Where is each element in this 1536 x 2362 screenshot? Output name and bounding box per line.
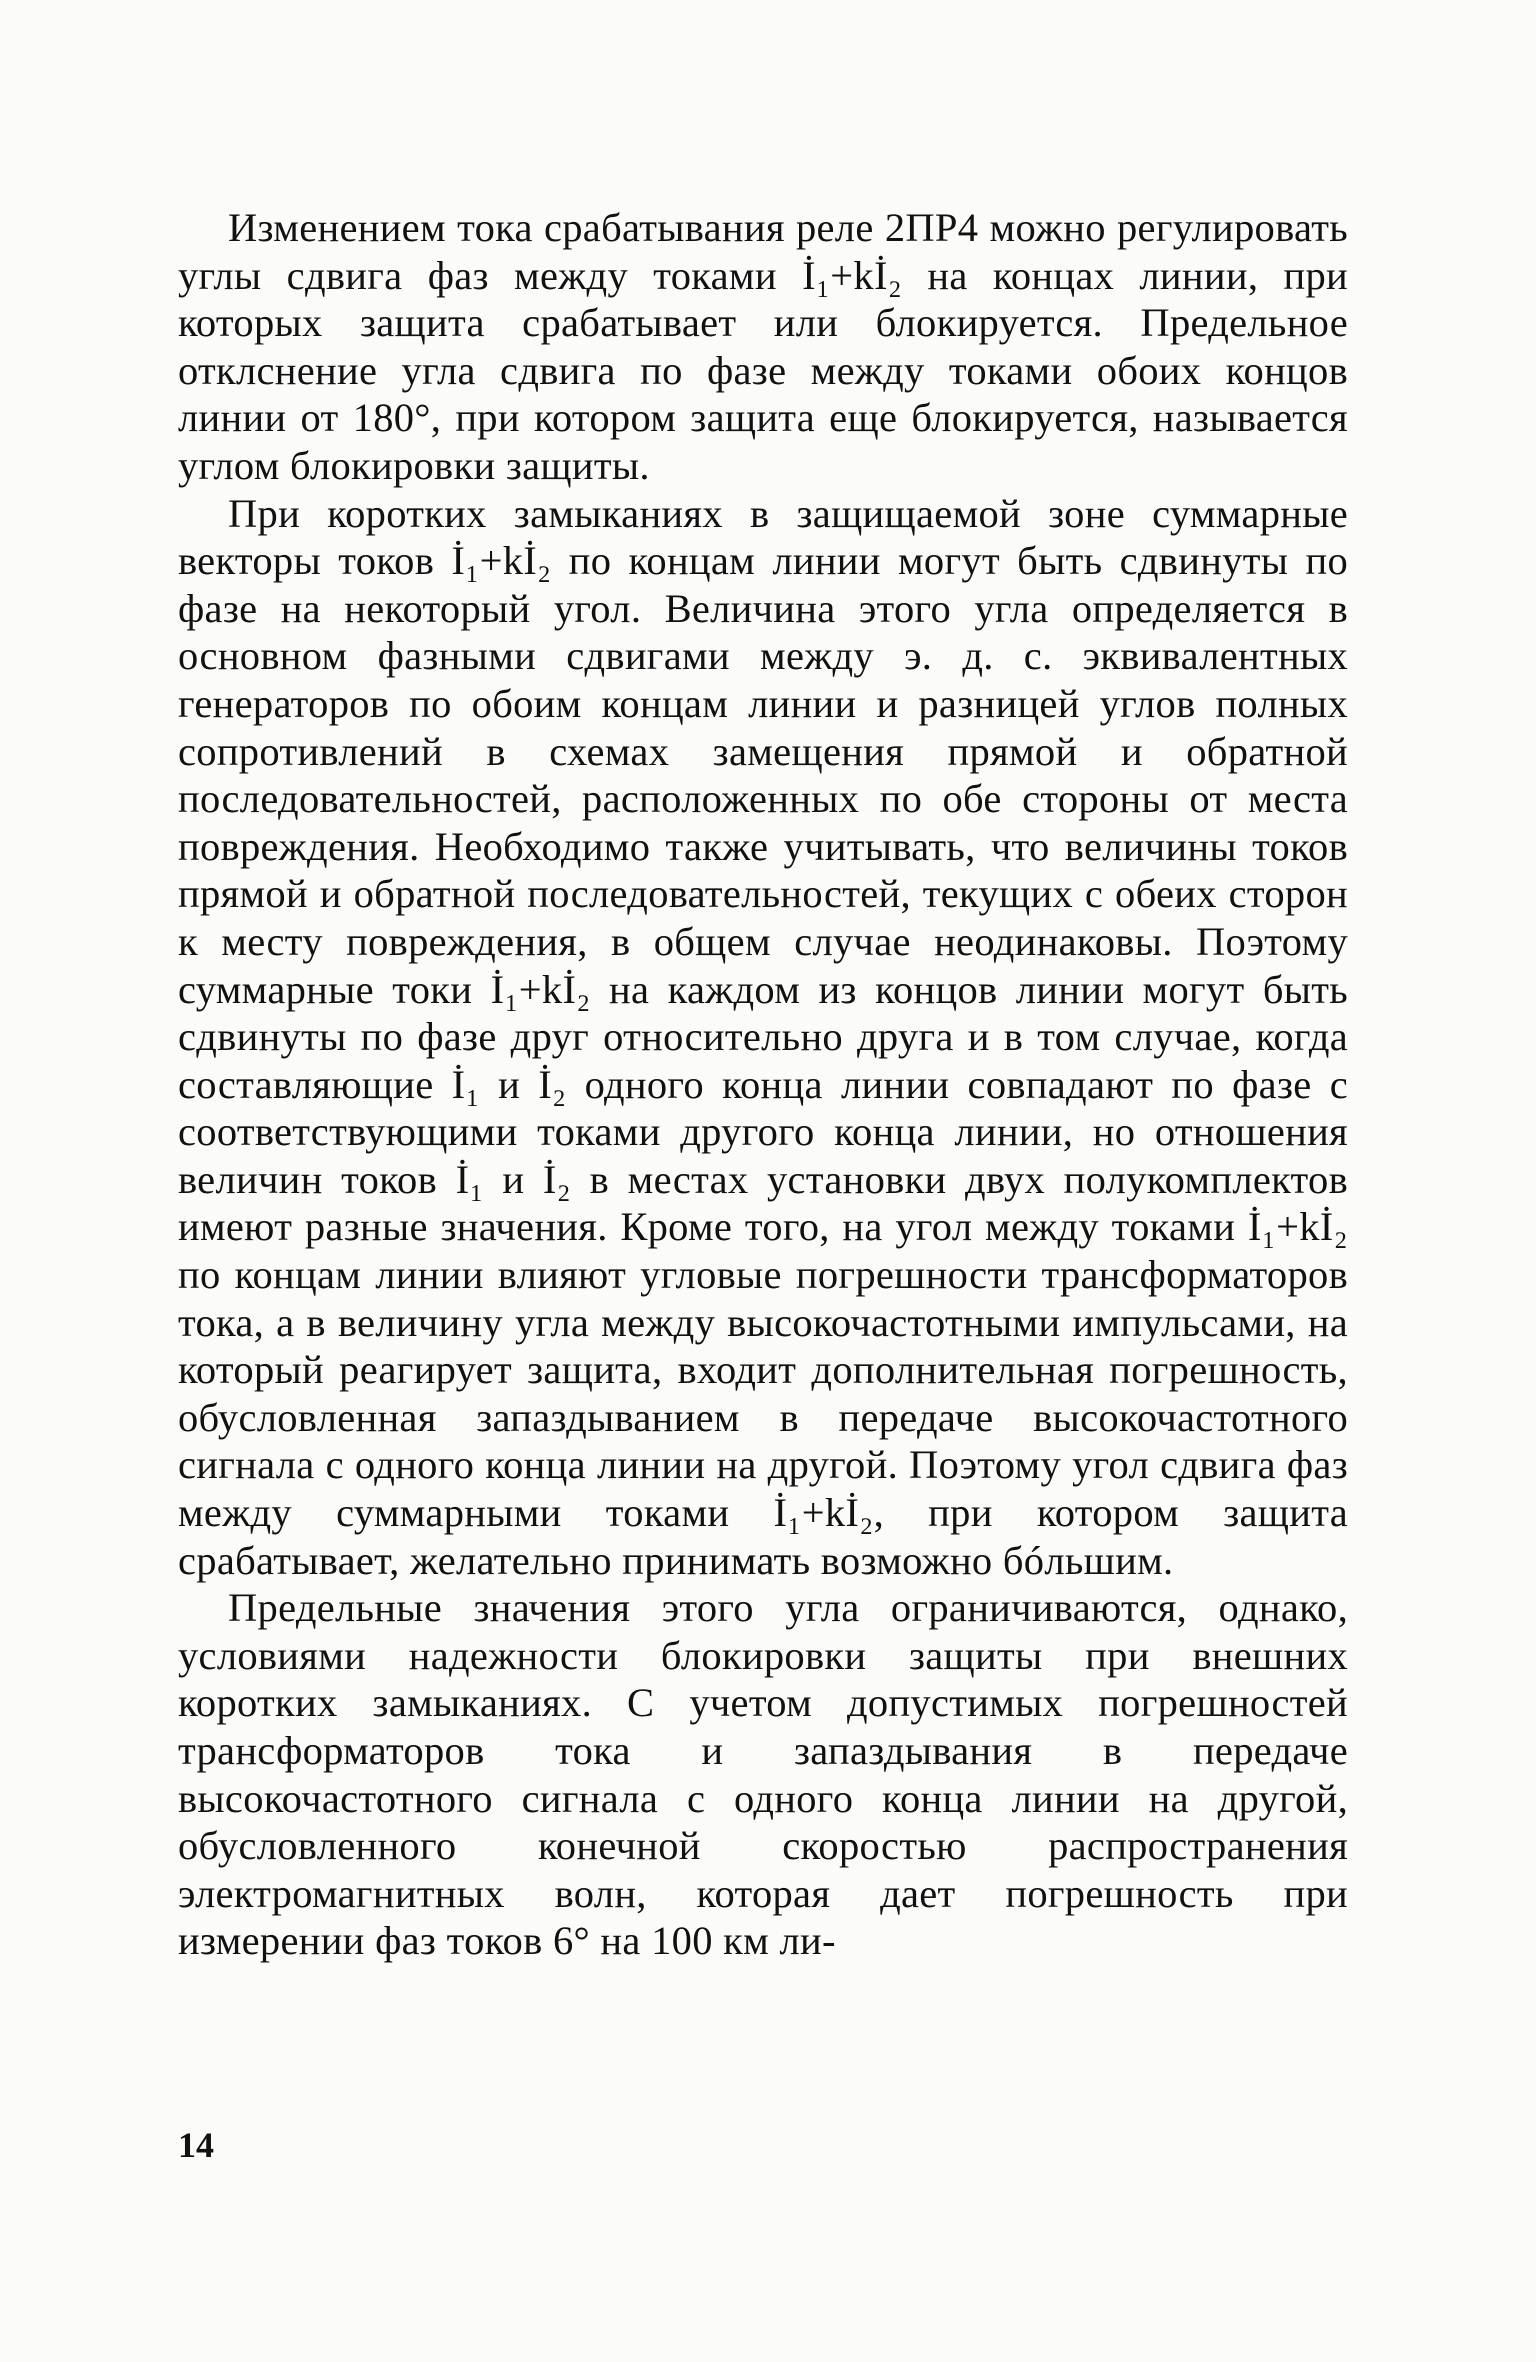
page-number: 14 (178, 2125, 214, 2165)
body-text (178, 204, 1348, 1965)
paragraph-1: Изменением тока срабатывания реле 2ПР4 можно регулировать углы сдвига фаз между токами İ₁+kİ₂ на концах линии, при которых защита срабатывает или блокируется. Предельное отклснение угла сдвига по фазе между токами обоих концов линии от 180°, при котором защита еще блокируется, называется углом блокировки защиты. (178, 205, 1348, 488)
paragraph-2: При коротких замыканиях в защищаемой зоне суммарные векторы токов İ₁+kİ₂ по концам линии могут быть сдвинуты по фазе на некоторый угол. Величина этого угла определяется в основном фазными сдвигами между э. д. с. эквивалентных генераторов по обоим концам линии и разницей углов полных сопротивлений в схемах замещения прямой и обратной последовательностей, расположенных по обе стороны от места повреждения. Необходимо также учитывать, что величины токов прямой и обратной последовательностей, текущих с обеих сторон к месту повреждения, в общем случае неодинаковы. Поэтому суммарные токи İ₁+kİ₂ на каждом из концов линии могут быть сдвинуты по фазе друг относительно друга и в том случае, когда составляющие İ₁ и İ₂ одного конца линии совпадают по фазе с соответствующими токами другого конца линии, но отношения величин токов İ₁ и İ₂ в местах установки двух полукомплектов имеют разные значения. Кроме того, на угол между токами İ₁+kİ₂ по концам линии влияют угловые погрешности трансформаторов тока, а в величину угла между высокочастотными импульсами, на который реагирует защита, входит дополнительная погрешность, обусловленная запаздыванием в передаче высокочастотного сигнала с одного конца линии на другой. Поэтому угол сдвига фаз между суммарными токами İ₁+kİ₂, при котором защита срабатывает, желательно принимать возможно бóльшим. (178, 490, 1348, 1583)
paragraph-3: Предельные значения этого угла ограничиваются, однако, условиями надежности блокировки защиты при внешних коротких замыканиях. С учетом допустимых погрешностей трансформаторов тока и запаздывания в передаче высокочастотного сигнала с одного конца линии на другой, обусловленного конечной скоростью распространения электромагнитных волн, которая дает погрешность при измерении фаз токов 6° на 100 км ли- (178, 1585, 1348, 1964)
